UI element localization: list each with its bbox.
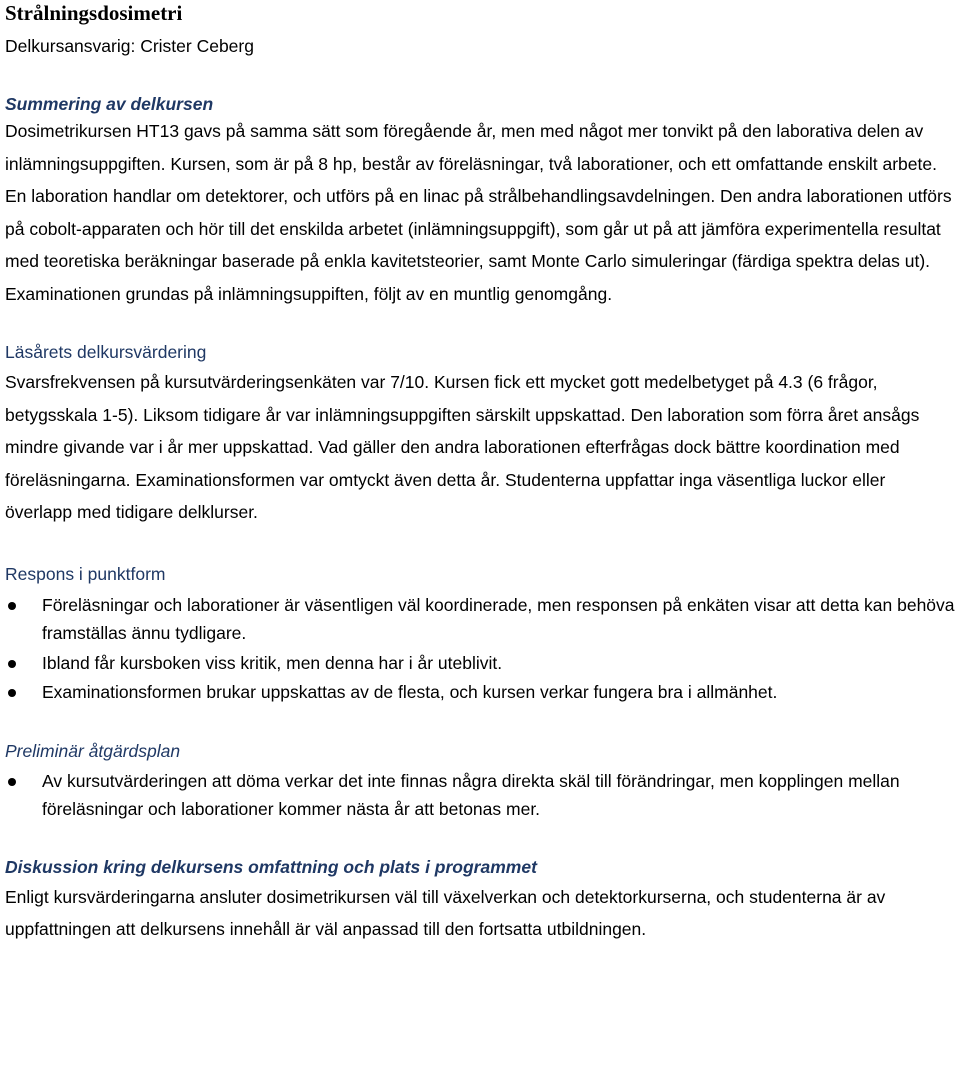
bullet-icon [8,689,16,697]
list-item [5,767,955,824]
response-list [5,591,955,707]
summary-text: Dosimetrikursen HT13 gavs på samma sätt som föregående år, men med något mer tonvikt på den laborativa delen av inlämningsuppgiften. Kursen, som är på 8 hp, består av föreläsningar, två laborationer, och ett omfattande enskilt arbete. En laboration handlar om detektorer, och utförs på en linac på strålbehandlingsavdelningen. Den andra laborationen utförs på cobolt-apparaten och hör till det enskilda arbetet (inlämningsuppgift), som går ut på att jämföra experimentella resultat med teoretiska beräkningar baserade på enkla kavitetsteorier, samt Monte Carlo simuleringar (färdiga spektra delas ut). Examinationen grundas på inlämningsuppiften, följt av en muntlig genomgång. [5,121,952,304]
discussion-text: Enligt kursvärderingarna ansluter dosimetrikursen väl till växelverkan och detektorkurserna, och studenterna är av uppfattningen att delkursens innehåll är väl anpassad till den fortsatta utbildningen. [5,886,886,939]
list-item-text: Examinationsformen brukar uppskattas av de flesta, och kursen verkar fungera bra i allmänhet. [42,682,778,702]
list-item [5,591,955,648]
bullet-icon [8,778,16,786]
plan-list [5,767,955,824]
list-item [5,678,955,707]
document-title: Strålningsdosimetri [5,1,183,25]
document-page [5,0,955,946]
list-item-text: Föreläsningar och laborationer är väsentligen väl koordinerade, men responsen på enkäten visar att detta kan behöva framställas ännu tydligare. [42,594,955,643]
plan-heading: Preliminär åtgärdsplan [5,740,181,761]
list-item [5,649,955,678]
response-heading: Respons i punktform [5,563,166,584]
list-item-text: Av kursutvärderingen att döma verkar det inte finnas några direkta skäl till förändringar, men kopplingen mellan föreläsningar och laborationer kommer nästa år att betonas mer. [42,770,900,819]
discussion-heading: Diskussion kring delkursens omfattning och plats i programmet [5,856,537,877]
evaluation-text: Svarsfrekvensen på kursutvärderingsenkäten var 7/10. Kursen fick ett mycket gott medelbetyget på 4.3 (6 frågor, betygsskala 1-5). Liksom tidigare år var inlämningsuppgiften särskilt uppskattad. Den laboration som förra året ansågs mindre givande var i år mer uppskattad. Vad gäller den andra laborationen efterfrågas dock bättre koordination med föreläsningarna. Examinationsformen var omtyckt även detta år. Studenterna uppfattar inga väsentliga luckor eller överlapp med tidigare delklurser. [5,372,920,522]
evaluation-heading: Läsårets delkursvärdering [5,342,207,362]
course-responsible: Delkursansvarig: Crister Ceberg [5,36,254,56]
bullet-icon [8,660,16,668]
list-item-text: Ibland får kursboken viss kritik, men denna har i år uteblivit. [42,652,503,673]
bullet-icon [8,602,16,610]
summary-heading: Summering av delkursen [5,94,214,114]
